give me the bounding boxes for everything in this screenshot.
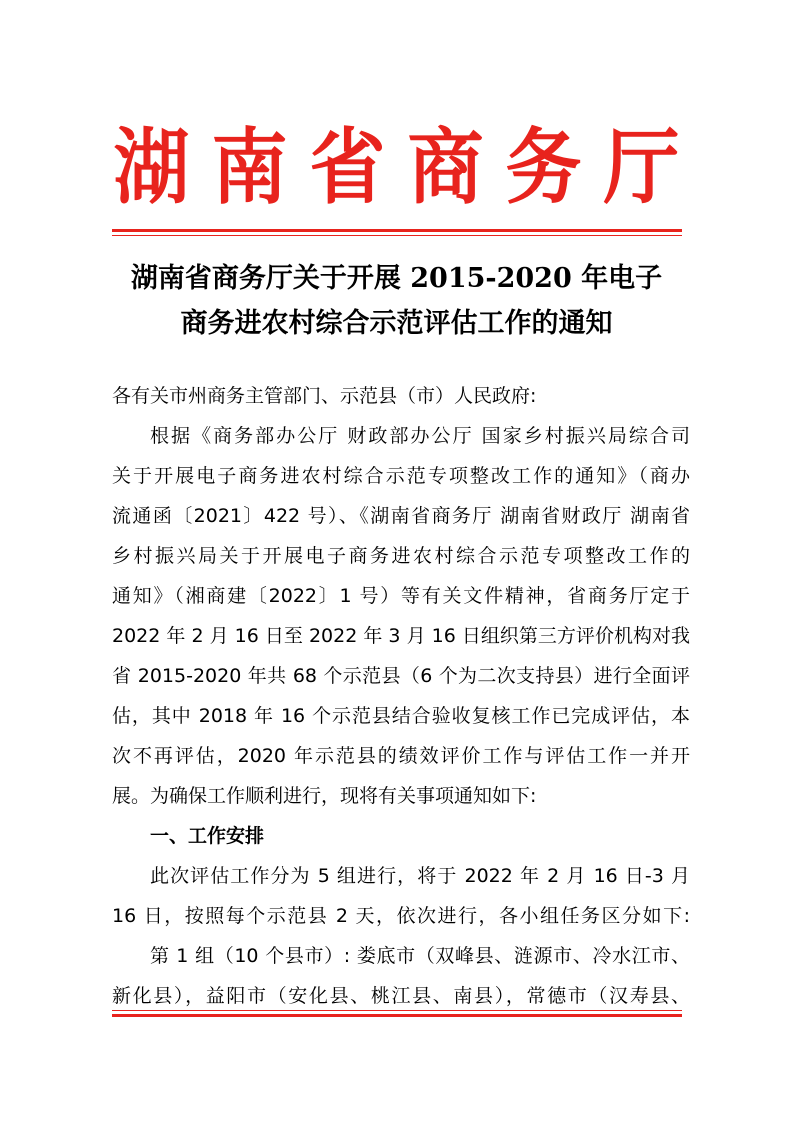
paragraph-1-line: 次不再评估，2020 年示范县的绩效评价工作与评估工作一并开: [112, 745, 690, 767]
paragraph-1-line: 关于开展电子商务进农村综合示范专项整改工作的通知》（商办: [112, 465, 690, 487]
paragraph-1-line: 展。为确保工作顺利进行，现将有关事项通知如下:: [112, 785, 537, 807]
paragraph-1-line: 通知》（湘商建〔2022〕1 号）等有关文件精神，省商务厅定于: [112, 585, 690, 607]
paragraph-1-line: 估，其中 2018 年 16 个示范县结合验收复核工作已完成评估，本: [112, 705, 690, 727]
document-title-line-1: 湖南省商务厅关于开展 2015-2020 年电子: [130, 263, 663, 294]
paragraph-1-line: 流通函〔2021〕422 号）、《湖南省商务厅 湖南省财政厅 湖南省: [112, 505, 690, 527]
section-1-heading: 一、工作安排: [150, 825, 265, 847]
paragraph-2-line: 16 日，按照每个示范县 2 天，依次进行，各小组任务区分如下:: [112, 905, 690, 927]
document-title-line-2: 商务进农村综合示范评估工作的通知: [180, 308, 613, 339]
header-divider: [112, 229, 682, 236]
footer-divider-thick: [112, 1014, 682, 1017]
header-divider-thin: [112, 235, 682, 236]
paragraph-1-line: 省 2015-2020 年共 68 个示范县（6 个为二次支持县）进行全面评: [112, 665, 690, 687]
salutation: 各有关市州商务主管部门、示范县（市）人民政府:: [112, 385, 537, 407]
paragraph-3-line: 第 1 组（10 个县市）: 娄底市（双峰县、涟源市、冷水江市、: [150, 945, 690, 967]
masthead-org-name: 湖南省商务厅: [113, 118, 702, 215]
document-body: [112, 376, 690, 1016]
footer-divider: [112, 1010, 682, 1017]
paragraph-3-line: 新化县），益阳市（安化县、桃江县、南县），常德市（汉寿县、: [112, 985, 690, 1007]
paragraph-2-line: 此次评估工作分为 5 组进行，将于 2022 年 2 月 16 日-3 月: [150, 865, 690, 887]
paragraph-1-line: 乡村振兴局关于开展电子商务进农村综合示范专项整改工作的: [112, 545, 690, 567]
paragraph-1-line: 2022 年 2 月 16 日至 2022 年 3 月 16 日组织第三方评价机构对我: [112, 625, 690, 647]
paragraph-1-line: 根据《商务部办公厅 财政部办公厅 国家乡村振兴局综合司: [150, 425, 690, 447]
